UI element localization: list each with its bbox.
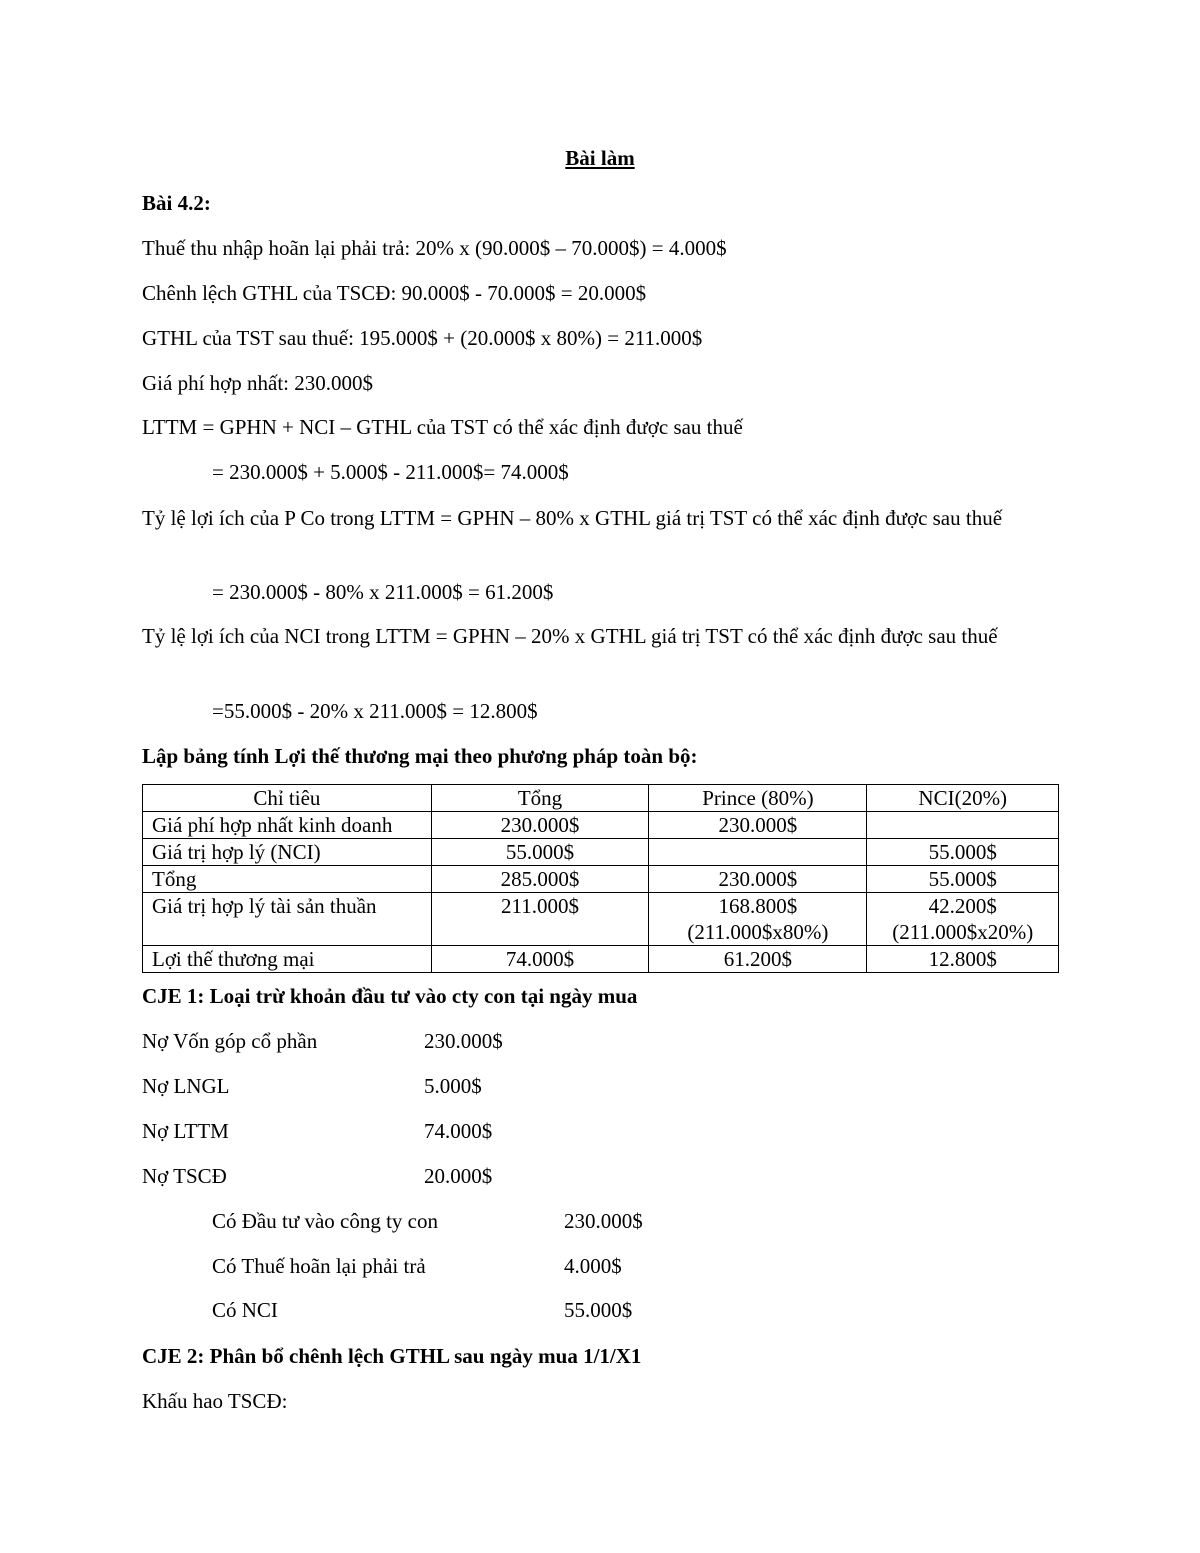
text-line-consideration: Giá phí hợp nhất: 230.000$ (142, 371, 373, 395)
table-cell: 12.800$ (867, 946, 1059, 973)
journal-debit-line (142, 1118, 229, 1144)
journal-amount: 20.000$ (424, 1164, 493, 1188)
table-cell: Tổng (143, 866, 432, 893)
text-line-goodwill-calc: = 230.000$ + 5.000$ - 211.000$= 74.000$ (212, 460, 569, 484)
page-title: Bài làm (565, 146, 635, 170)
table-cell (867, 812, 1059, 839)
journal-amount: 55.000$ (564, 1298, 633, 1322)
table-cell-line: (211.000$x20%) (892, 920, 1034, 944)
journal-amount: 5.000$ (424, 1074, 482, 1098)
text-line-deferred-tax: Thuế thu nhập hoãn lại phải trả: 20% x (90.000$ – 70.000$) = 4.000$ (142, 236, 727, 260)
table-cell-line: 211.000$ (501, 894, 579, 918)
text-line-goodwill-formula: LTTM = GPHN + NCI – GTHL của TST có thể xác định được sau thuế (142, 415, 743, 439)
table-cell: 74.000$ (431, 946, 649, 973)
text-line-nci-share-formula: Tỷ lệ lợi ích của NCI trong LTTM = GPHN – 20% x GTHL giá trị TST có thể xác định được sau thuế (142, 624, 998, 648)
table-header-row (143, 785, 1059, 812)
table-cell: 55.000$ (867, 839, 1059, 866)
cje2-heading: CJE 2: Phân bổ chênh lệch GTHL sau ngày mua 1/1/X1 (142, 1344, 642, 1368)
section-heading: Bài 4.2: (142, 191, 211, 215)
table-cell: 230.000$ (649, 866, 867, 893)
journal-label: Nợ TSCĐ (142, 1164, 227, 1188)
table-cell: Giá phí hợp nhất kinh doanh (143, 812, 432, 839)
journal-debit-line (142, 1028, 317, 1054)
journal-credit-line: Có NCI (212, 1298, 278, 1322)
journal-amount: 230.000$ (564, 1209, 643, 1233)
table-header-cell: Tổng (431, 785, 649, 812)
table-cell-line: 168.800$ (718, 894, 798, 918)
journal-amount: 4.000$ (564, 1254, 622, 1278)
text-line-nci-share-calc: =55.000$ - 20% x 211.000$ = 12.800$ (212, 699, 538, 723)
table-header-cell: Prince (80%) (649, 785, 867, 812)
table-row (143, 946, 1059, 973)
table-cell: Lợi thế thương mại (143, 946, 432, 973)
table-cell: 55.000$ (867, 866, 1059, 893)
table-header-cell: NCI(20%) (867, 785, 1059, 812)
text-line-fv-difference: Chênh lệch GTHL của TSCĐ: 90.000$ - 70.000$ = 20.000$ (142, 281, 647, 305)
cje1-heading: CJE 1: Loại trừ khoản đầu tư vào cty con tại ngày mua (142, 984, 638, 1008)
journal-credit-line: Có Đầu tư vào công ty con (212, 1209, 439, 1233)
table-cell: Giá trị hợp lý (NCI) (143, 839, 432, 866)
text-line-parent-share-formula: Tỷ lệ lợi ích của P Co trong LTTM = GPHN – 80% x GTHL giá trị TST có thể xác định được sau thuế (142, 506, 1003, 530)
table-cell (431, 893, 649, 946)
text-line-depreciation: Khấu hao TSCĐ: (142, 1389, 288, 1413)
text-line-net-assets: GTHL của TST sau thuế: 195.000$ + (20.000$ x 80%) = 211.000$ (142, 326, 703, 350)
table-cell (649, 893, 867, 946)
table-cell (143, 893, 432, 946)
journal-amount: 230.000$ (424, 1029, 503, 1053)
journal-label: Nợ LNGL (142, 1074, 230, 1098)
table-cell-line: 42.200$ (928, 894, 997, 918)
table-cell: 285.000$ (431, 866, 649, 893)
journal-amount: 74.000$ (424, 1119, 493, 1143)
table-cell (649, 839, 867, 866)
journal-credit-line: Có Thuế hoãn lại phải trả (212, 1254, 426, 1278)
table-cell: 230.000$ (431, 812, 649, 839)
journal-debit-line (142, 1073, 230, 1099)
table-cell-line: (211.000$x80%) (687, 920, 829, 944)
table-row (143, 893, 1059, 946)
table-cell: 61.200$ (649, 946, 867, 973)
table-cell: 230.000$ (649, 812, 867, 839)
table-row (143, 839, 1059, 866)
journal-label: Nợ LTTM (142, 1119, 229, 1143)
table-cell-line: Giá trị hợp lý tài sản thuần (152, 894, 377, 918)
journal-label: Nợ Vốn góp cổ phần (142, 1029, 318, 1053)
goodwill-table (142, 784, 1059, 973)
table-row (143, 866, 1059, 893)
table-cell (867, 893, 1059, 946)
table-cell: 55.000$ (431, 839, 649, 866)
table-row (143, 812, 1059, 839)
table-header-cell: Chỉ tiêu (143, 785, 432, 812)
text-line-parent-share-calc: = 230.000$ - 80% x 211.000$ = 61.200$ (212, 580, 554, 604)
table-heading: Lập bảng tính Lợi thế thương mại theo phương pháp toàn bộ: (142, 744, 698, 768)
journal-debit-line (142, 1163, 227, 1189)
